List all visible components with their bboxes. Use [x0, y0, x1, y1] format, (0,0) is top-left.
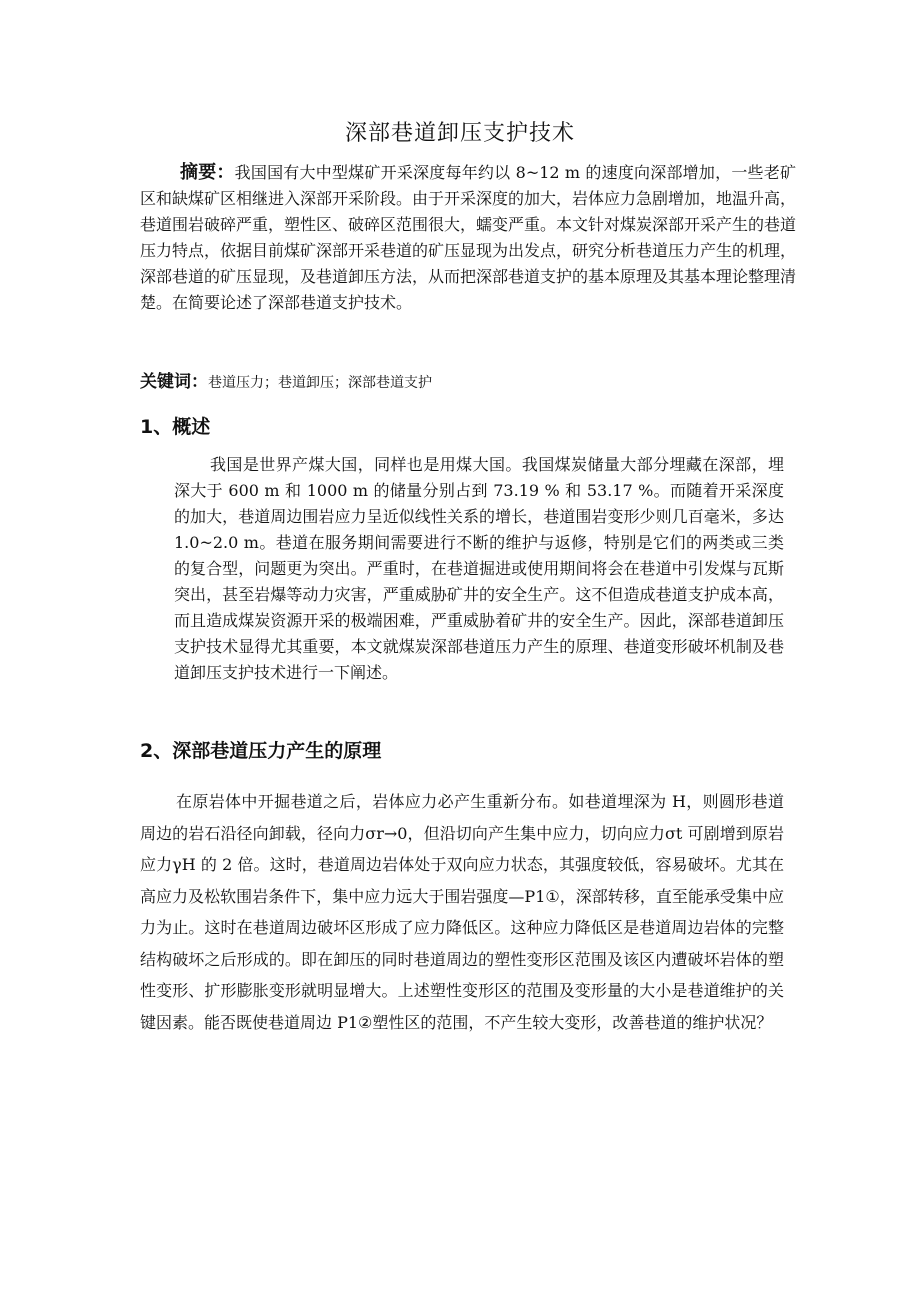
document-title: 深部巷道卸压支护技术	[344, 121, 575, 146]
abstract-label: 摘要：	[180, 162, 235, 183]
section1-heading: 1、概述	[140, 416, 211, 438]
keywords-line	[140, 368, 432, 397]
section1-paragraph: 我国是世界产煤大国，同样也是用煤大国。我国煤炭储量大部分埋藏在深部，埋深大于 600 m 和 1000 m 的储量分别占到 73.19 % 和 53.17 %。而随着开采深度的加大，巷道周边围岩应力呈近似线性关系的增长，巷道围岩变形少则几百毫米，多达 1.0~2.0 m。巷道在服务期间需要进行不断的维护与返修，特别是它们的两类或三类的复合型，问题更为突出。严重时，在巷道掘进或使用期间将会在巷道中引发煤与瓦斯突出，甚至岩爆等动力灾害，严重威胁矿井的安全生产。这不但造成巷道支护成本高，而且造成煤炭资源开采的极端困难，严重威胁着矿井的安全生产。因此，深部巷道卸压支护技术显得尤其重要，本文就煤炭深部巷道压力产生的原理、巷道变形破坏机制及巷道卸压支护技术进行一下阐述。	[174, 455, 784, 682]
abstract-paragraph	[140, 160, 796, 316]
abstract-text: 我国国有大中型煤矿开采深度每年约以 8~12 m 的速度向深部增加，一些老矿区和缺煤矿区相继进入深部开采阶段。由于开采深度的加大，岩体应力急剧增加，地温升高，巷道围岩破碎严重，塑性区、破碎区范围很大，蠕变严重。本文针对煤炭深部开采产生的巷道压力特点，依据目前煤矿深部开采巷道的矿压显现为出发点，研究分析巷道压力产生的机理，深部巷道的矿压显现，及巷道卸压方法，从而把深部巷道支护的基本原理及其基本理论整理清楚。在简要论述了深部巷道支护技术。	[140, 163, 797, 312]
keywords-label: 关键词：	[140, 372, 208, 392]
section2-heading: 2、深部巷道压力产生的原理	[140, 740, 382, 762]
section2-paragraph: 在原岩体中开掘巷道之后，岩体应力必产生重新分布。如巷道埋深为 H，则圆形巷道周边的岩石沿径向卸载，径向力σr→0，但沿切向产生集中应力，切向应力σt 可剧增到原岩应力γH 的 2 倍。这时，巷道周边岩体处于双向应力状态，其强度较低，容易破坏。尤其在高应力及松软围岩条件下，集中应力远大于围岩强度—P1①，深部转移，直至能承受集中应力为止。这时在巷道周边破坏区形成了应力降低区。这种应力降低区是巷道周边岩体的完整结构破坏之后形成的。即在卸压的同时巷道周边的塑性变形区范围及该区内遭破坏岩体的塑性变形、扩形膨胀变形就明显增大。上述塑性变形区的范围及变形量的大小是巷道维护的关键因素。能否既使巷道周边 P1②塑性区的范围，不产生较大变形，改善巷道的维护状况？	[140, 792, 784, 1032]
keywords-text: 巷道压力；巷道卸压；深部巷道支护	[208, 375, 432, 391]
